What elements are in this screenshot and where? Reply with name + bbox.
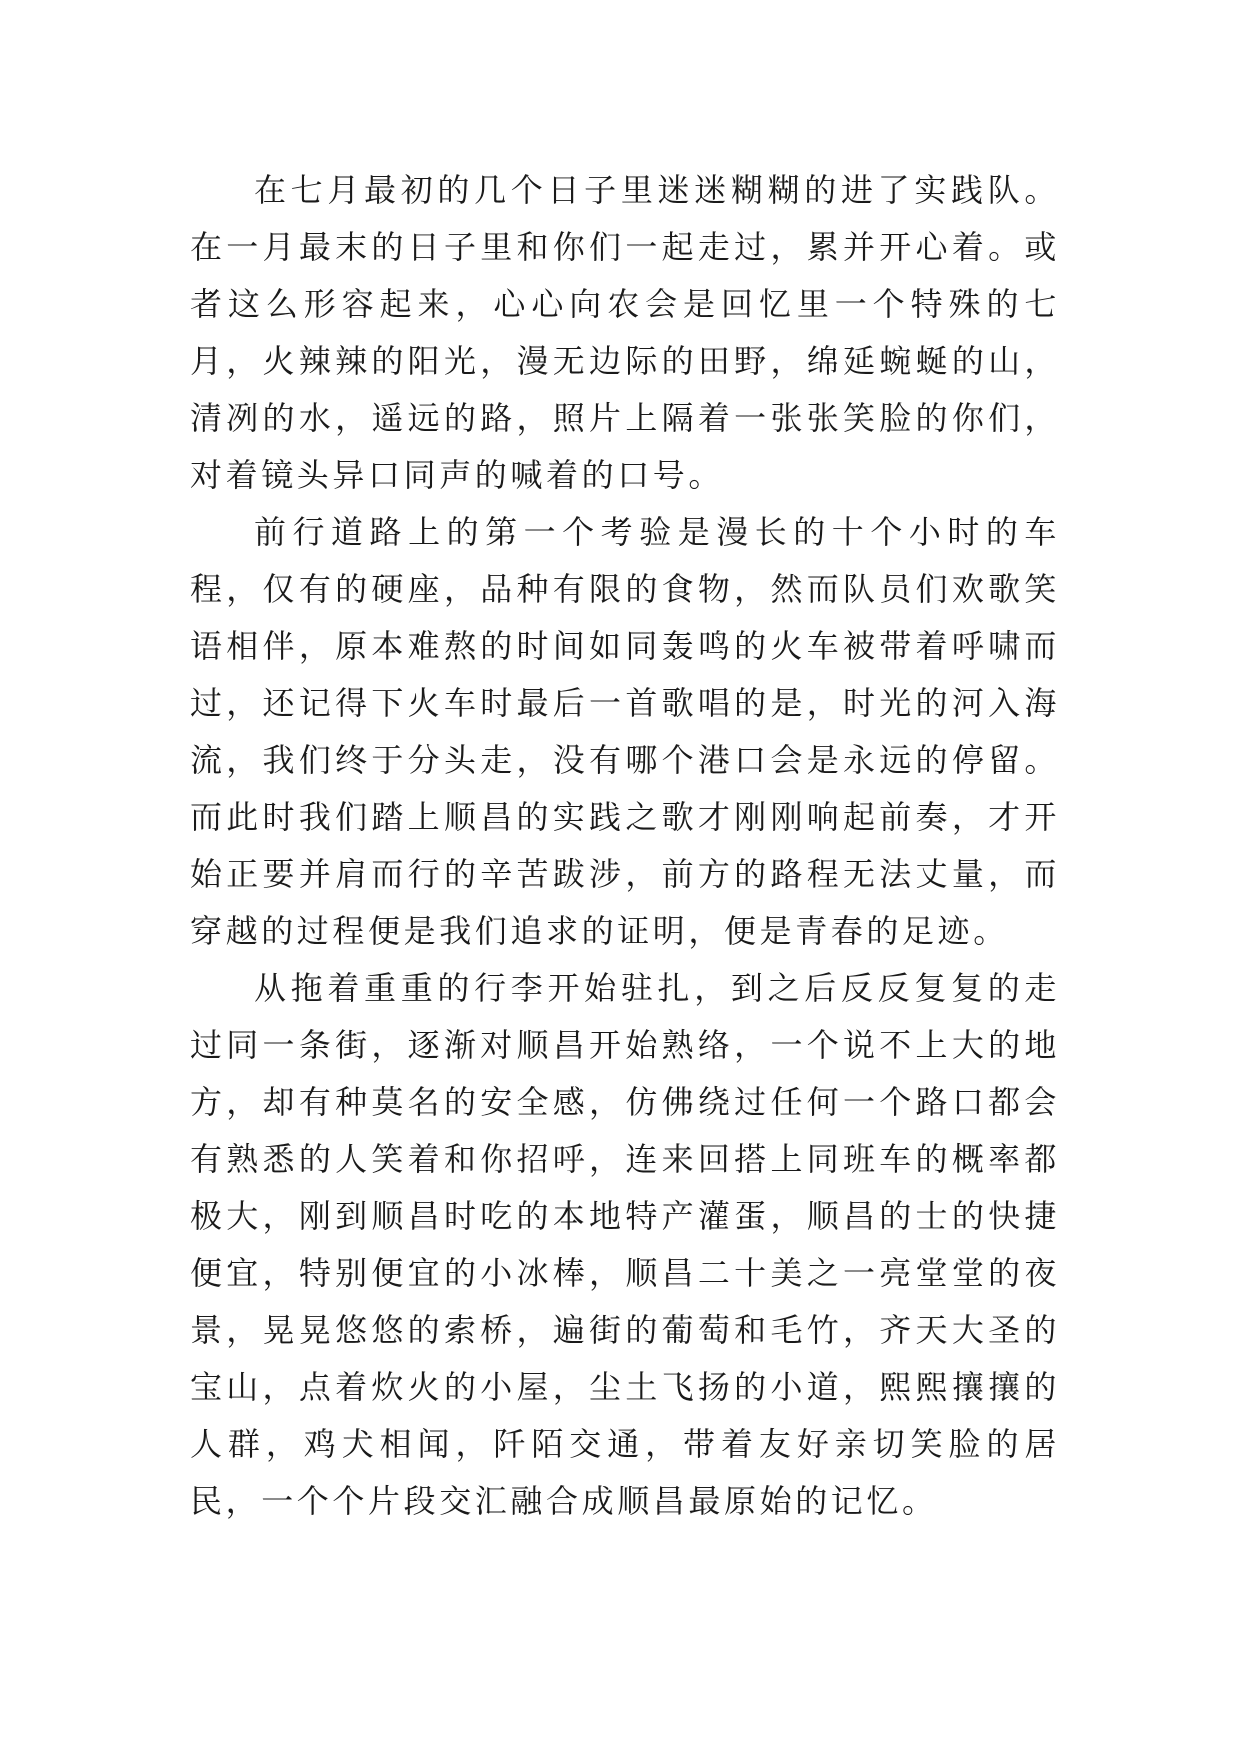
paragraph-3: 从拖着重重的行李开始驻扎，到之后反反复复的走过同一条街，逐渐对顺昌开始熟络，一个说不上大的地方，却有种莫名的安全感，仿佛绕过任何一个路口都会有熟悉的人笑着和你招呼，连来回搭上同班车的概率都极大，刚到顺昌时吃的本地特产灌蛋，顺昌的士的快捷便宜，特别便宜的小冰棒，顺昌二十美之一亮堂堂的夜景，晃晃悠悠的索桥，遍街的葡萄和毛竹，齐天大圣的宝山，点着炊火的小屋，尘土飞扬的小道，熙熙攘攘的人群，鸡犬相闻，阡陌交通，带着友好亲切笑脸的居民，一个个片段交汇融合成顺昌最原始的记忆。 <box>190 969 1060 1520</box>
paragraph-1: 在七月最初的几个日子里迷迷糊糊的进了实践队。在一月最末的日子里和你们一起走过，累并开心着。或者这么形容起来，心心向农会是回忆里一个特殊的七月，火辣辣的阳光，漫无边际的田野，绵延蜿蜒的山，清冽的水，遥远的路，照片上隔着一张张笑脸的你们，对着镜头异口同声的喊着的口号。 <box>190 171 1060 494</box>
paragraph-2: 前行道路上的第一个考验是漫长的十个小时的车程，仅有的硬座，品种有限的食物，然而队员们欢歌笑语相伴，原本难熬的时间如同轰鸣的火车被带着呼啸而过，还记得下火车时最后一首歌唱的是，时光的河入海流，我们终于分头走，没有哪个港口会是永远的停留。而此时我们踏上顺昌的实践之歌才刚刚响起前奏，才开始正要并肩而行的辛苦跋涉，前方的路程无法丈量，而穿越的过程便是我们追求的证明，便是青春的足迹。 <box>190 513 1060 950</box>
document-body <box>190 162 1060 1530</box>
